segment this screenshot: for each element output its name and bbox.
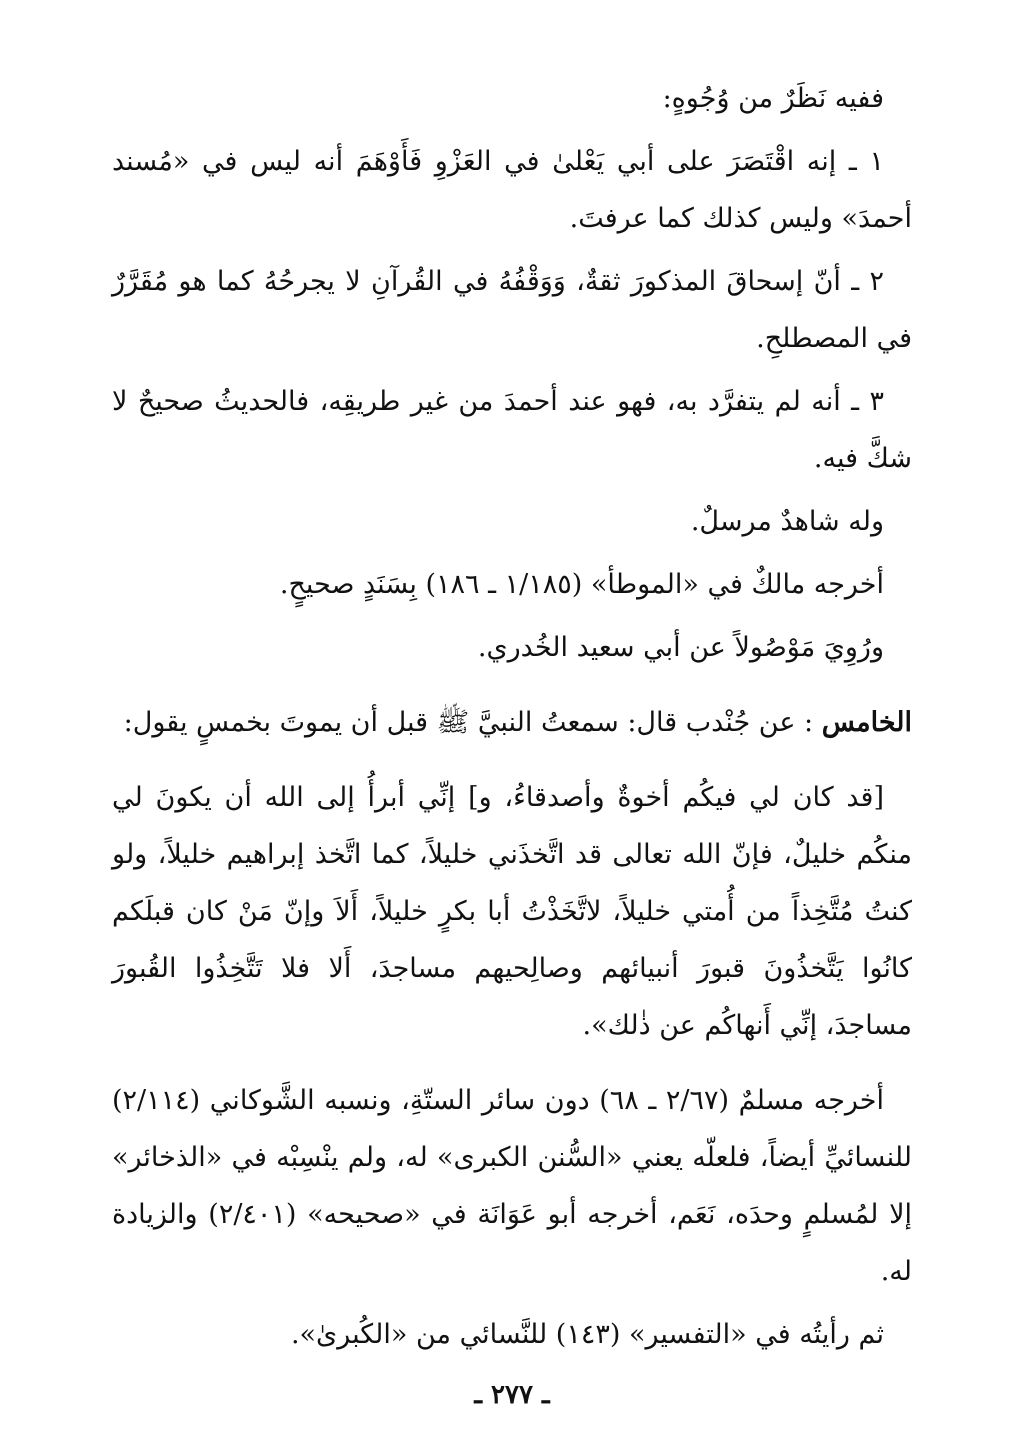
paragraph-nasai: ثم رأيتُه في «التفسير» (١٤٣) للنَّسائي من «الكُبرىٰ».: [290, 1319, 884, 1350]
main-text: [112, 70, 912, 1369]
paragraph-malik: أخرجه مالكٌ في «الموطأ» (١/١٨٥ ـ ١٨٦) بِسَنَدٍ صحيحٍ.: [279, 569, 884, 600]
paragraph-hadith: [قد كان لي فيكُم أخوةٌ وأصدقاءُ، و] إنِّي أبرأُ إلى الله أن يكونَ لي منكُم خليلٌ، فإنّ الله تعالى قد اتَّخذَني خليلاً، كما اتَّخذ إبراهيم خليلاً، ولو كنتُ مُتَّخِذاً من أُمتي خليلاً، لاتَّخَذْتُ أبا بكرٍ خليلاً، أَلاَ وإنّ مَنْ كان قبلَكم كانُوا يَتَّخذُونَ قبورَ أنبيائهم وصالِحيهم مساجدَ، أَلا فلا تَتَّخِذُوا القُبورَ مساجدَ، إنِّي أَنهاكُم عن ذٰلك».: [112, 782, 912, 1041]
paragraph-fifth: [112, 694, 912, 751]
paragraph-khudri: ورُوِيَ مَوْصُولاً عن أبي سعيد الخُدري.: [477, 632, 884, 663]
paragraph-witness: وله شاهدٌ مرسلٌ.: [690, 506, 884, 537]
fifth-heading: الخامس: [821, 707, 912, 738]
paragraph-intro: ففيه نَظَرٌ من وُجُوهٍ:: [662, 83, 884, 114]
paragraph-takhrij: أخرجه مسلمٌ (٢/٦٧ ـ ٦٨) دون سائر الستّةِ، ونسبه الشَّوكاني (٢/١١٤) للنسائيِّ أيضاً، فلعلّه يعني «السُّنن الكبرى» له، ولم ينْسِبْه في «الذخائر» إلا لمُسلمٍ وحدَه، نَعَم، أخرجه أبو عَوَانَة في «صحيحه» (٢/٤٠١) والزيادة له.: [112, 1085, 912, 1287]
paragraph-point-3: ٣ ـ أنه لم يتفرَّد به، فهو عند أحمدَ من غير طريقِه، فالحديثُ صحيحٌ لا شكَّ فيه.: [112, 386, 912, 474]
paragraph-point-2: ٢ ـ أنّ إسحاقَ المذكورَ ثقةٌ، وَوَقْفُهُ في القُرآنِ لا يجرحُهُ كما هو مُقَرَّرٌ في المصطلحِ.: [112, 266, 912, 354]
paragraph-point-1: ١ ـ إنه اقْتَصَرَ على أبي يَعْلىٰ في العَزْوِ فَأَوْهَمَ أنه ليس في «مُسند أحمدَ» وليس كذلك كما عرفتَ.: [112, 146, 912, 234]
fifth-text: : عن جُنْدب قال: سمعتُ النبيَّ ﷺ قبل أن يموتَ بخمسٍ يقول:: [123, 707, 814, 738]
page-number: ـ ٢٧٧ ـ: [474, 1380, 550, 1410]
